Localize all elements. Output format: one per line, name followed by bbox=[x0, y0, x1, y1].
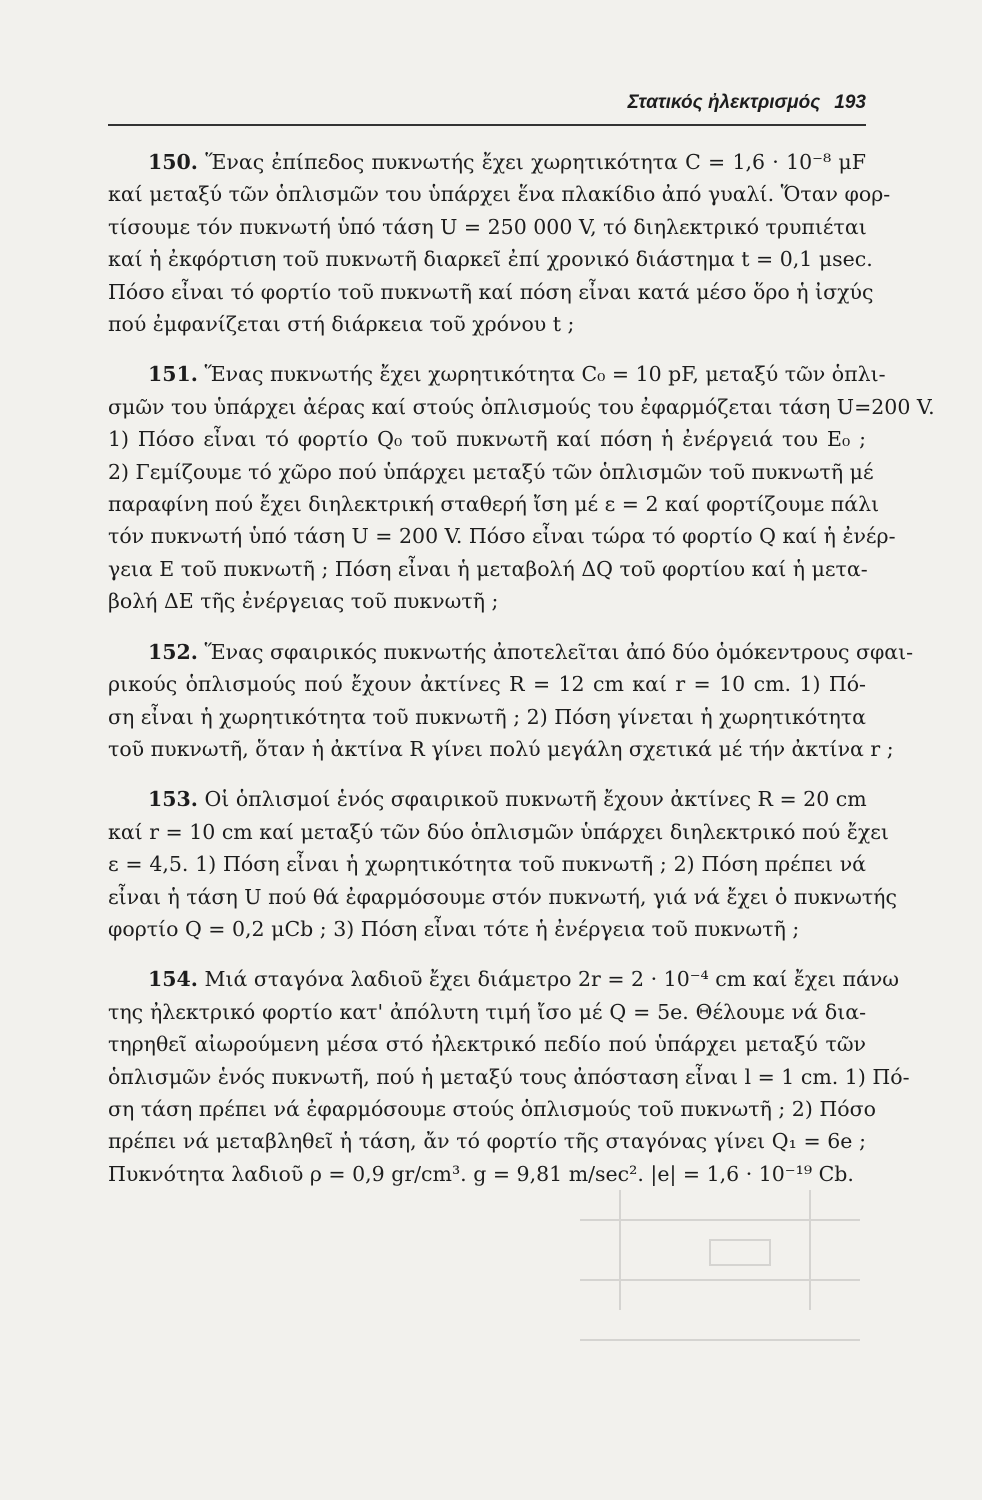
running-head-title: Στατικός ἠλεκτρισμός bbox=[627, 92, 821, 113]
problem-line: τόν πυκνωτή ὑπό τάση U = 200 V. Πόσο εἶναι τώρα τό φορτίο Q καί ἡ ἐνέρ- bbox=[108, 524, 896, 549]
problem-line: πού ἐμφανίζεται στή διάρκεια τοῦ χρόνου t ; bbox=[108, 312, 575, 337]
page-number: 193 bbox=[834, 92, 866, 113]
problem-line: ὁπλισμῶν ἑνός πυκνωτῆ, πού ἡ μεταξύ τους ἀπόσταση εἶναι l = 1 cm. 1) Πό- bbox=[108, 1064, 910, 1089]
problem-number: 151. bbox=[148, 362, 198, 387]
problem-line: της ἠλεκτρικό φορτίο κατ' ἀπόλυτη τιμή ἴσο μέ Q = 5e. Θέλουμε νά δια- bbox=[108, 999, 866, 1024]
show-through-figure bbox=[560, 1130, 890, 1380]
problem-line: εἶναι ἡ τάση U πού θά ἐφαρμόσουμε στόν πυκνωτή, γιά νά ἔχει ὁ πυκνωτής bbox=[108, 884, 897, 909]
problem-line: 154. Μιά σταγόνα λαδιοῦ ἔχει διάμετρο 2r = 2 · 10⁻⁴ cm καί ἔχει πάνω bbox=[148, 967, 900, 992]
problem-line: ση τάση πρέπει νά ἐφαρμόσουμε στούς ὁπλισμούς τοῦ πυκνωτῆ ; 2) Πόσο bbox=[108, 1096, 876, 1121]
problem-number: 150. bbox=[148, 150, 198, 174]
problem-line: καί μεταξύ τῶν ὁπλισμῶν του ὑπάρχει ἕνα πλακίδιο ἀπό γυαλί. Ὅταν φορ- bbox=[108, 182, 891, 207]
problem-150 bbox=[108, 146, 891, 340]
problem-line: παραφίνη πού ἔχει διηλεκτρική σταθερή ἴση μέ ε = 2 καί φορτίζουμε πάλι bbox=[108, 492, 880, 517]
problem-line: 2) Γεμίζουμε τό χῶρο πού ὑπάρχει μεταξύ τῶν ὁπλισμῶν τοῦ πυκνωτῆ μέ bbox=[108, 459, 874, 484]
problem-152 bbox=[108, 636, 914, 766]
problem-line: βολή ΔE τῆς ἐνέργειας τοῦ πυκνωτῆ ; bbox=[108, 589, 499, 614]
problem-line: 153. Οἱ ὁπλισμοί ἑνός σφαιρικοῦ πυκνωτῆ ἔχουν ἀκτίνες R = 20 cm bbox=[148, 787, 867, 812]
problem-line: Πόσο εἶναι τό φορτίο τοῦ πυκνωτῆ καί πόση εἶναι κατά μέσο ὅρο ἡ ἰσχύς bbox=[108, 279, 874, 304]
page-body bbox=[108, 146, 935, 1208]
problem-line: καί r = 10 cm καί μεταξύ τῶν δύο ὁπλισμῶν ὑπάρχει διηλεκτρικό πού ἔχει bbox=[108, 819, 889, 844]
problem-line: 151. Ἕνας πυκνωτής ἔχει χωρητικότητα C₀ = 10 pF, μεταξύ τῶν ὁπλι- bbox=[148, 362, 886, 387]
problem-line: γεια E τοῦ πυκνωτῆ ; Πόση εἶναι ἡ μεταβολή ΔQ τοῦ φορτίου καί ἡ μετα- bbox=[108, 556, 868, 581]
problem-151 bbox=[108, 358, 935, 617]
problem-number: 152. bbox=[148, 639, 198, 664]
problem-line: τηρηθεῖ αἰωρούμενη μέσα στό ἠλεκτρικό πεδίο πού ὑπάρχει μεταξύ τῶν bbox=[108, 1032, 866, 1057]
problem-line: ση εἶναι ἡ χωρητικότητα τοῦ πυκνωτῆ ; 2) Πόση γίνεται ἡ χωρητικότητα bbox=[108, 704, 866, 729]
running-head bbox=[108, 92, 866, 114]
problem-line: 152. Ἕνας σφαιρικός πυκνωτής ἀποτελεῖται ἀπό δύο ὁμόκεντρους σφαι- bbox=[148, 639, 914, 664]
problem-number: 154. bbox=[148, 967, 198, 992]
problem-line: Πυκνότητα λαδιοῦ ρ = 0,9 gr/cm³. g = 9,81 m/sec². |e| = 1,6 · 10⁻¹⁹ Cb. bbox=[108, 1161, 854, 1186]
problem-line: φορτίο Q = 0,2 μCb ; 3) Πόση εἶναι τότε ἡ ἐνέργεια τοῦ πυκνωτῆ ; bbox=[108, 916, 800, 941]
problem-153 bbox=[108, 783, 897, 945]
problem-line: 150. Ἕνας ἐπίπεδος πυκνωτής ἔχει χωρητικότητα C = 1,6 · 10⁻⁸ μF bbox=[148, 150, 866, 174]
problem-line: ε = 4,5. 1) Πόση εἶναι ἡ χωρητικότητα τοῦ πυκνωτῆ ; 2) Πόση πρέπει νά bbox=[108, 852, 866, 877]
problem-line: ρικούς ὁπλισμούς πού ἔχουν ἀκτίνες R = 12 cm καί r = 10 cm. 1) Πό- bbox=[108, 672, 866, 697]
problem-line: τοῦ πυκνωτῆ, ὅταν ἡ ἀκτίνα R γίνει πολύ μεγάλη σχετικά μέ τήν ἀκτίνα r ; bbox=[108, 736, 894, 761]
problem-line: 1) Πόσο εἶναι τό φορτίο Q₀ τοῦ πυκνωτῆ καί πόση ἡ ἐνέργειά του E₀ ; bbox=[108, 427, 866, 452]
problem-line: πρέπει νά μεταβληθεῖ ἡ τάση, ἄν τό φορτίο τῆς σταγόνας γίνει Q₁ = 6e ; bbox=[108, 1129, 866, 1154]
header-rule bbox=[108, 124, 866, 126]
problem-line: τίσουμε τόν πυκνωτή ὑπό τάση U = 250 000 V, τό διηλεκτρικό τρυπιέται bbox=[108, 214, 867, 239]
problem-line: καί ἡ ἐκφόρτιση τοῦ πυκνωτῆ διαρκεῖ ἐπί χρονικό διάστημα t = 0,1 μsec. bbox=[108, 247, 873, 272]
problem-line: σμῶν του ὑπάρχει ἀέρας καί στούς ὁπλισμούς του ἐφαρμόζεται τάση U=200 V. bbox=[108, 394, 935, 419]
problem-number: 153. bbox=[148, 787, 198, 812]
